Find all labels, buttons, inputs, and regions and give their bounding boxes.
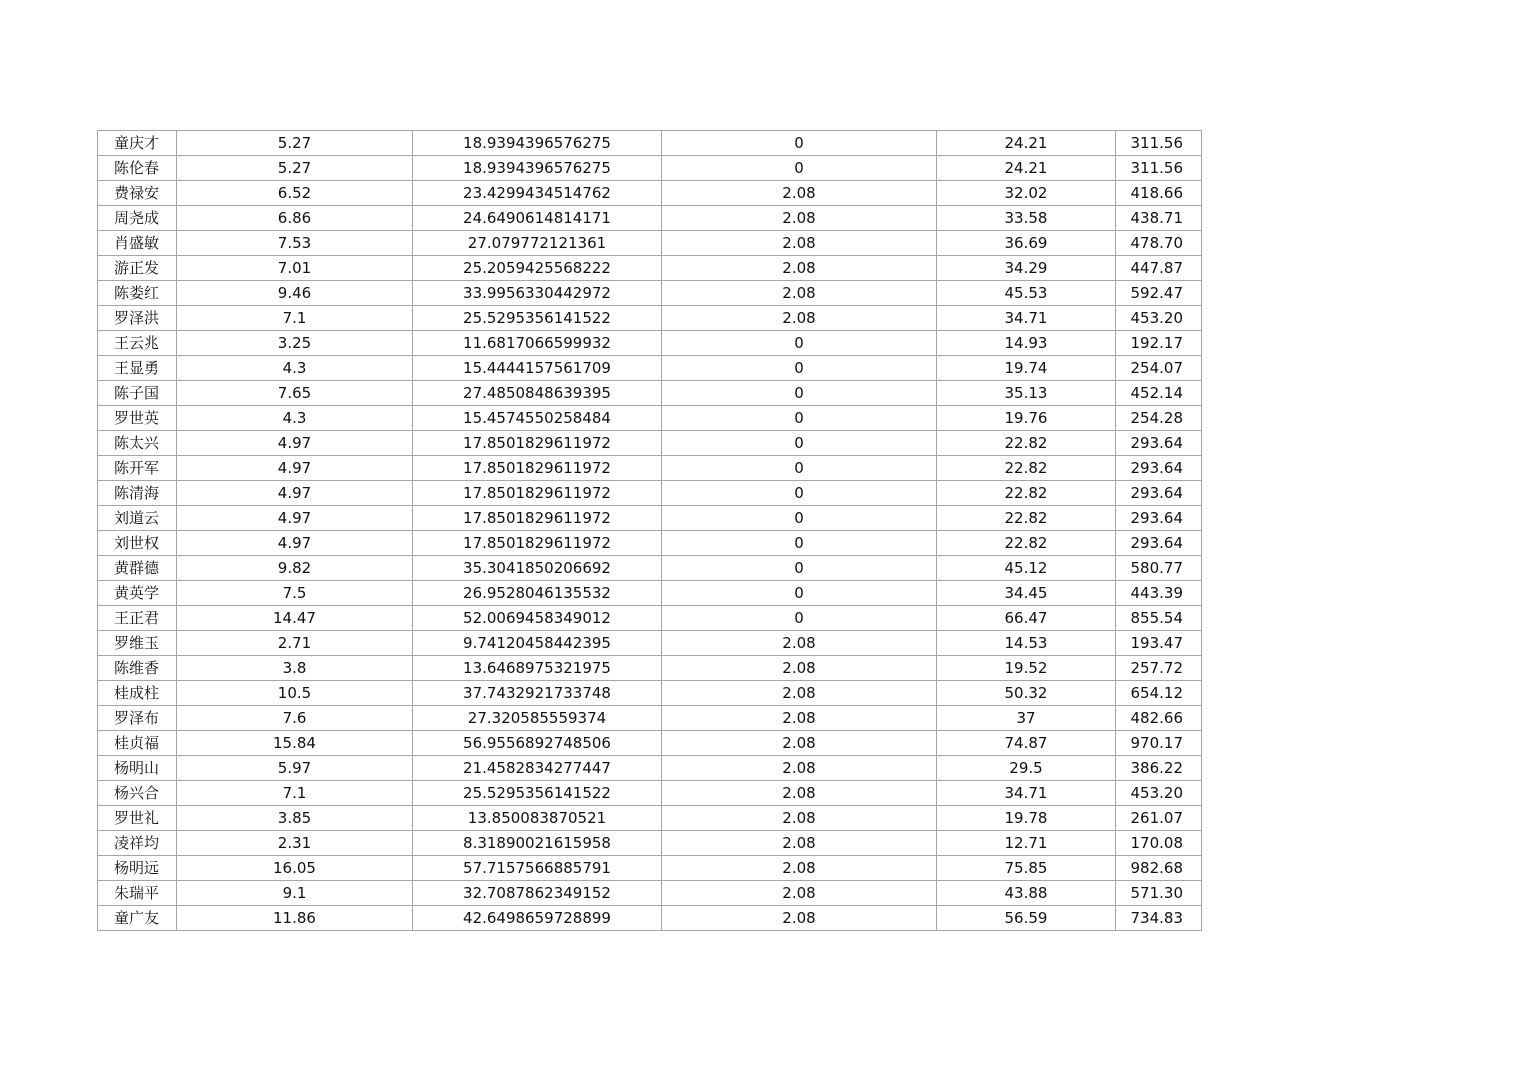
value-cell-c: 2.08 (662, 231, 937, 256)
table-row (98, 881, 1202, 906)
value-cell-a: 4.97 (177, 481, 413, 506)
name-cell: 刘世权 (98, 531, 177, 556)
name-cell: 王正君 (98, 606, 177, 631)
total-cell: 293.64 (1116, 456, 1202, 481)
value-cell-b: 18.9394396576275 (413, 131, 662, 156)
name-cell: 费禄安 (98, 181, 177, 206)
total-cell: 443.39 (1116, 581, 1202, 606)
table-row (98, 906, 1202, 931)
value-cell-d: 12.71 (937, 831, 1116, 856)
value-cell-d: 37 (937, 706, 1116, 731)
table-row (98, 381, 1202, 406)
value-cell-d: 36.69 (937, 231, 1116, 256)
value-cell-d: 19.78 (937, 806, 1116, 831)
value-cell-d: 34.45 (937, 581, 1116, 606)
name-cell: 杨明远 (98, 856, 177, 881)
value-cell-b: 17.8501829611972 (413, 481, 662, 506)
value-cell-c: 2.08 (662, 906, 937, 931)
name-cell: 陈太兴 (98, 431, 177, 456)
table-row (98, 331, 1202, 356)
data-table (97, 130, 1202, 931)
total-cell: 592.47 (1116, 281, 1202, 306)
value-cell-c: 2.08 (662, 256, 937, 281)
total-cell: 311.56 (1116, 156, 1202, 181)
total-cell: 192.17 (1116, 331, 1202, 356)
value-cell-d: 45.12 (937, 556, 1116, 581)
value-cell-c: 0 (662, 431, 937, 456)
value-cell-a: 6.52 (177, 181, 413, 206)
value-cell-c: 2.08 (662, 206, 937, 231)
total-cell: 254.28 (1116, 406, 1202, 431)
value-cell-b: 13.6468975321975 (413, 656, 662, 681)
value-cell-b: 9.74120458442395 (413, 631, 662, 656)
name-cell: 凌祥均 (98, 831, 177, 856)
value-cell-a: 7.01 (177, 256, 413, 281)
value-cell-b: 25.5295356141522 (413, 306, 662, 331)
table-row (98, 706, 1202, 731)
table-body (98, 131, 1202, 931)
name-cell: 陈维香 (98, 656, 177, 681)
value-cell-a: 2.71 (177, 631, 413, 656)
value-cell-a: 9.1 (177, 881, 413, 906)
value-cell-c: 0 (662, 531, 937, 556)
value-cell-a: 4.3 (177, 406, 413, 431)
value-cell-a: 4.97 (177, 506, 413, 531)
name-cell: 周尧成 (98, 206, 177, 231)
total-cell: 311.56 (1116, 131, 1202, 156)
total-cell: 418.66 (1116, 181, 1202, 206)
value-cell-b: 27.4850848639395 (413, 381, 662, 406)
total-cell: 452.14 (1116, 381, 1202, 406)
value-cell-c: 0 (662, 156, 937, 181)
value-cell-c: 2.08 (662, 831, 937, 856)
value-cell-c: 2.08 (662, 656, 937, 681)
name-cell: 游正发 (98, 256, 177, 281)
value-cell-c: 2.08 (662, 281, 937, 306)
name-cell: 杨兴合 (98, 781, 177, 806)
total-cell: 170.08 (1116, 831, 1202, 856)
total-cell: 654.12 (1116, 681, 1202, 706)
table-row (98, 531, 1202, 556)
total-cell: 293.64 (1116, 506, 1202, 531)
name-cell: 陈伦春 (98, 156, 177, 181)
total-cell: 970.17 (1116, 731, 1202, 756)
total-cell: 734.83 (1116, 906, 1202, 931)
value-cell-b: 18.9394396576275 (413, 156, 662, 181)
value-cell-c: 0 (662, 406, 937, 431)
total-cell: 261.07 (1116, 806, 1202, 831)
table-row (98, 631, 1202, 656)
value-cell-a: 6.86 (177, 206, 413, 231)
value-cell-a: 4.3 (177, 356, 413, 381)
value-cell-c: 0 (662, 556, 937, 581)
table-row (98, 456, 1202, 481)
table-row (98, 156, 1202, 181)
value-cell-c: 0 (662, 581, 937, 606)
value-cell-b: 8.31890021615958 (413, 831, 662, 856)
value-cell-a: 5.27 (177, 131, 413, 156)
value-cell-c: 2.08 (662, 706, 937, 731)
value-cell-d: 45.53 (937, 281, 1116, 306)
value-cell-a: 5.97 (177, 756, 413, 781)
table-row (98, 281, 1202, 306)
value-cell-b: 13.850083870521 (413, 806, 662, 831)
value-cell-a: 4.97 (177, 456, 413, 481)
value-cell-d: 34.29 (937, 256, 1116, 281)
value-cell-b: 11.6817066599932 (413, 331, 662, 356)
value-cell-d: 19.76 (937, 406, 1116, 431)
value-cell-d: 29.5 (937, 756, 1116, 781)
value-cell-a: 7.1 (177, 306, 413, 331)
value-cell-b: 17.8501829611972 (413, 531, 662, 556)
value-cell-a: 4.97 (177, 431, 413, 456)
value-cell-c: 2.08 (662, 856, 937, 881)
table-row (98, 581, 1202, 606)
value-cell-c: 2.08 (662, 806, 937, 831)
table-row (98, 781, 1202, 806)
value-cell-b: 35.3041850206692 (413, 556, 662, 581)
value-cell-b: 27.079772121361 (413, 231, 662, 256)
total-cell: 293.64 (1116, 531, 1202, 556)
value-cell-a: 9.46 (177, 281, 413, 306)
value-cell-d: 56.59 (937, 906, 1116, 931)
total-cell: 293.64 (1116, 431, 1202, 456)
name-cell: 罗维玉 (98, 631, 177, 656)
name-cell: 肖盛敏 (98, 231, 177, 256)
name-cell: 罗泽洪 (98, 306, 177, 331)
value-cell-d: 32.02 (937, 181, 1116, 206)
name-cell: 罗世英 (98, 406, 177, 431)
value-cell-a: 7.1 (177, 781, 413, 806)
value-cell-b: 17.8501829611972 (413, 506, 662, 531)
value-cell-a: 7.5 (177, 581, 413, 606)
value-cell-c: 2.08 (662, 681, 937, 706)
name-cell: 陈清海 (98, 481, 177, 506)
value-cell-c: 2.08 (662, 181, 937, 206)
table-row (98, 181, 1202, 206)
value-cell-d: 22.82 (937, 481, 1116, 506)
value-cell-d: 34.71 (937, 781, 1116, 806)
value-cell-a: 4.97 (177, 531, 413, 556)
table-row (98, 656, 1202, 681)
name-cell: 王显勇 (98, 356, 177, 381)
value-cell-c: 0 (662, 606, 937, 631)
value-cell-d: 75.85 (937, 856, 1116, 881)
value-cell-d: 74.87 (937, 731, 1116, 756)
total-cell: 580.77 (1116, 556, 1202, 581)
value-cell-d: 22.82 (937, 506, 1116, 531)
value-cell-a: 7.65 (177, 381, 413, 406)
value-cell-b: 21.4582834277447 (413, 756, 662, 781)
table-row (98, 606, 1202, 631)
name-cell: 陈子国 (98, 381, 177, 406)
name-cell: 陈开军 (98, 456, 177, 481)
value-cell-d: 35.13 (937, 381, 1116, 406)
value-cell-d: 19.74 (937, 356, 1116, 381)
value-cell-d: 33.58 (937, 206, 1116, 231)
value-cell-d: 24.21 (937, 131, 1116, 156)
name-cell: 罗泽布 (98, 706, 177, 731)
total-cell: 482.66 (1116, 706, 1202, 731)
value-cell-b: 57.7157566885791 (413, 856, 662, 881)
value-cell-c: 2.08 (662, 731, 937, 756)
table-row (98, 306, 1202, 331)
table-row (98, 506, 1202, 531)
value-cell-b: 15.4574550258484 (413, 406, 662, 431)
table-row (98, 131, 1202, 156)
name-cell: 童广友 (98, 906, 177, 931)
value-cell-c: 2.08 (662, 781, 937, 806)
name-cell: 刘道云 (98, 506, 177, 531)
value-cell-b: 32.7087862349152 (413, 881, 662, 906)
name-cell: 黄英学 (98, 581, 177, 606)
value-cell-b: 56.9556892748506 (413, 731, 662, 756)
table-row (98, 756, 1202, 781)
total-cell: 453.20 (1116, 781, 1202, 806)
table-row (98, 681, 1202, 706)
value-cell-d: 22.82 (937, 531, 1116, 556)
value-cell-d: 34.71 (937, 306, 1116, 331)
total-cell: 478.70 (1116, 231, 1202, 256)
value-cell-a: 15.84 (177, 731, 413, 756)
value-cell-d: 22.82 (937, 431, 1116, 456)
value-cell-b: 33.9956330442972 (413, 281, 662, 306)
table-row (98, 431, 1202, 456)
table-row (98, 256, 1202, 281)
value-cell-c: 0 (662, 381, 937, 406)
value-cell-d: 66.47 (937, 606, 1116, 631)
value-cell-c: 2.08 (662, 631, 937, 656)
value-cell-b: 17.8501829611972 (413, 456, 662, 481)
value-cell-d: 22.82 (937, 456, 1116, 481)
total-cell: 453.20 (1116, 306, 1202, 331)
value-cell-b: 25.2059425568222 (413, 256, 662, 281)
value-cell-a: 2.31 (177, 831, 413, 856)
value-cell-a: 10.5 (177, 681, 413, 706)
value-cell-d: 19.52 (937, 656, 1116, 681)
value-cell-a: 7.6 (177, 706, 413, 731)
name-cell: 王云兆 (98, 331, 177, 356)
value-cell-c: 2.08 (662, 756, 937, 781)
value-cell-b: 15.4444157561709 (413, 356, 662, 381)
total-cell: 293.64 (1116, 481, 1202, 506)
table-row (98, 481, 1202, 506)
value-cell-a: 9.82 (177, 556, 413, 581)
name-cell: 罗世礼 (98, 806, 177, 831)
value-cell-b: 17.8501829611972 (413, 431, 662, 456)
value-cell-c: 0 (662, 331, 937, 356)
value-cell-a: 16.05 (177, 856, 413, 881)
value-cell-a: 11.86 (177, 906, 413, 931)
value-cell-a: 14.47 (177, 606, 413, 631)
total-cell: 438.71 (1116, 206, 1202, 231)
total-cell: 571.30 (1116, 881, 1202, 906)
total-cell: 254.07 (1116, 356, 1202, 381)
name-cell: 朱瑞平 (98, 881, 177, 906)
total-cell: 447.87 (1116, 256, 1202, 281)
value-cell-c: 0 (662, 356, 937, 381)
name-cell: 桂贞福 (98, 731, 177, 756)
table-row (98, 731, 1202, 756)
table-row (98, 356, 1202, 381)
value-cell-b: 27.320585559374 (413, 706, 662, 731)
value-cell-d: 50.32 (937, 681, 1116, 706)
total-cell: 855.54 (1116, 606, 1202, 631)
total-cell: 257.72 (1116, 656, 1202, 681)
name-cell: 桂成柱 (98, 681, 177, 706)
value-cell-b: 24.6490614814171 (413, 206, 662, 231)
value-cell-a: 3.85 (177, 806, 413, 831)
table-row (98, 806, 1202, 831)
value-cell-c: 0 (662, 456, 937, 481)
value-cell-a: 3.8 (177, 656, 413, 681)
name-cell: 陈娄红 (98, 281, 177, 306)
value-cell-c: 2.08 (662, 306, 937, 331)
value-cell-c: 2.08 (662, 881, 937, 906)
table-row (98, 206, 1202, 231)
value-cell-a: 5.27 (177, 156, 413, 181)
table-row (98, 556, 1202, 581)
value-cell-c: 0 (662, 506, 937, 531)
table-row (98, 406, 1202, 431)
value-cell-a: 3.25 (177, 331, 413, 356)
value-cell-d: 24.21 (937, 156, 1116, 181)
name-cell: 杨明山 (98, 756, 177, 781)
name-cell: 黄群德 (98, 556, 177, 581)
value-cell-d: 14.53 (937, 631, 1116, 656)
value-cell-b: 42.6498659728899 (413, 906, 662, 931)
total-cell: 982.68 (1116, 856, 1202, 881)
value-cell-a: 7.53 (177, 231, 413, 256)
value-cell-b: 37.7432921733748 (413, 681, 662, 706)
value-cell-d: 14.93 (937, 331, 1116, 356)
value-cell-b: 52.0069458349012 (413, 606, 662, 631)
name-cell: 童庆才 (98, 131, 177, 156)
value-cell-b: 25.5295356141522 (413, 781, 662, 806)
value-cell-c: 0 (662, 131, 937, 156)
table-row (98, 831, 1202, 856)
value-cell-d: 43.88 (937, 881, 1116, 906)
value-cell-b: 23.4299434514762 (413, 181, 662, 206)
value-cell-b: 26.9528046135532 (413, 581, 662, 606)
table-row (98, 856, 1202, 881)
table-row (98, 231, 1202, 256)
total-cell: 386.22 (1116, 756, 1202, 781)
total-cell: 193.47 (1116, 631, 1202, 656)
value-cell-c: 0 (662, 481, 937, 506)
